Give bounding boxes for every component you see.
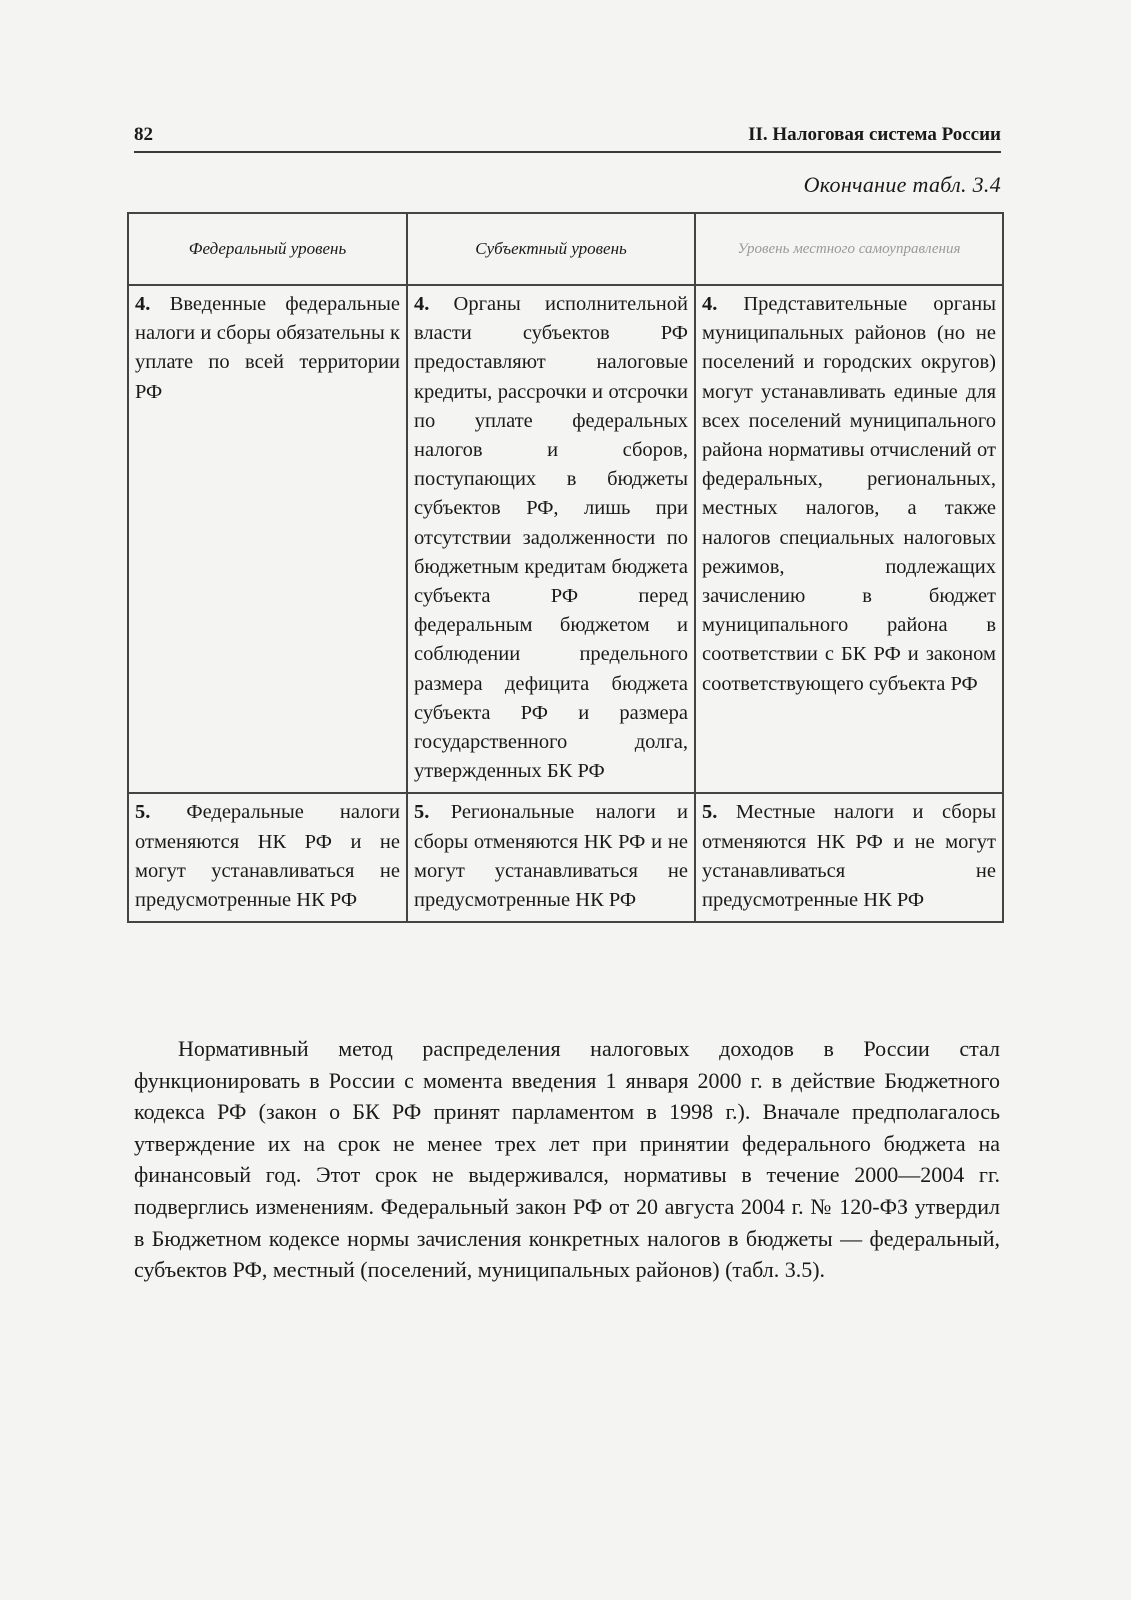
table-caption: Окончание табл. 3.4	[803, 172, 1001, 197]
table-cell-regional: 5. Региональные налоги и сборы отменяются НК РФ и не могут устанавливаться не предусмотренные НК РФ	[407, 793, 695, 922]
table-row	[128, 285, 1003, 793]
table-cell-regional: 4. Органы исполнительной власти субъектов РФ предоставляют налоговые кредиты, рассрочки и отсрочки по уплате федеральных налогов и сборов, поступающих в бюджеты субъектов РФ, лишь при отсутствии задолженности по бюджетным кредитам бюджета субъекта РФ перед федеральным бюджетом и соблюдении предельного размера дефицита бюджета субъекта РФ и размера государственного долга, утвержденных БК РФ	[407, 285, 695, 793]
table-row	[128, 793, 1003, 922]
column-header-federal: Федеральный уровень	[128, 213, 407, 285]
table-cell-local: 5. Местные налоги и сборы отменяются НК РФ и не могут устанавливаться не предусмотренные НК РФ	[695, 793, 1003, 922]
column-header-local: Уровень местного самоуправления	[695, 213, 1003, 285]
table-cell-federal: 5. Федеральные налоги отменяются НК РФ и не могут устанавливаться не предусмотренные НК РФ	[128, 793, 407, 922]
table-cell-local: 4. Представительные органы муниципальных районов (но не поселений и городских округов) могут устанавливать единые для всех поселений муниципального района нормативы отчислений от федеральных, региональных, местных налогов, а также налогов специальных налоговых режимов, подлежащих зачислению в бюджет муниципального района в соответствии с БК РФ и законом соответствующего субъекта РФ	[695, 285, 1003, 793]
running-title: II. Налоговая система России	[748, 124, 1001, 145]
column-header-regional: Субъектный уровень	[407, 213, 695, 285]
table-cell-federal: 4. Введенные федеральные налоги и сборы обязательны к уплате по всей территории РФ	[128, 285, 407, 793]
body-text	[134, 1033, 1000, 1286]
tax-levels-table	[127, 212, 1004, 923]
table-header-row	[128, 213, 1003, 285]
page-header	[134, 117, 1001, 153]
paragraph: Нормативный метод распределения налоговых доходов в России стал функционировать в России с момента введения 1 января 2000 г. в действие Бюджетного кодекса РФ (закон о БК РФ принят парламентом в 1998 г.). Вначале предполагалось утверждение их на срок не менее трех лет при принятии федерального бюджета на финансовый год. Этот срок не выдерживался, нормативы в течение 2000—2004 гг. подверглись изменениям. Федеральный закон РФ от 20 августа 2004 г. № 120-ФЗ утвердил в Бюджетном кодексе нормы зачисления конкретных налогов в бюджеты — федеральный, субъектов РФ, местный (поселений, муниципальных районов) (табл. 3.5).	[134, 1036, 1000, 1283]
page-number: 82	[134, 124, 153, 145]
